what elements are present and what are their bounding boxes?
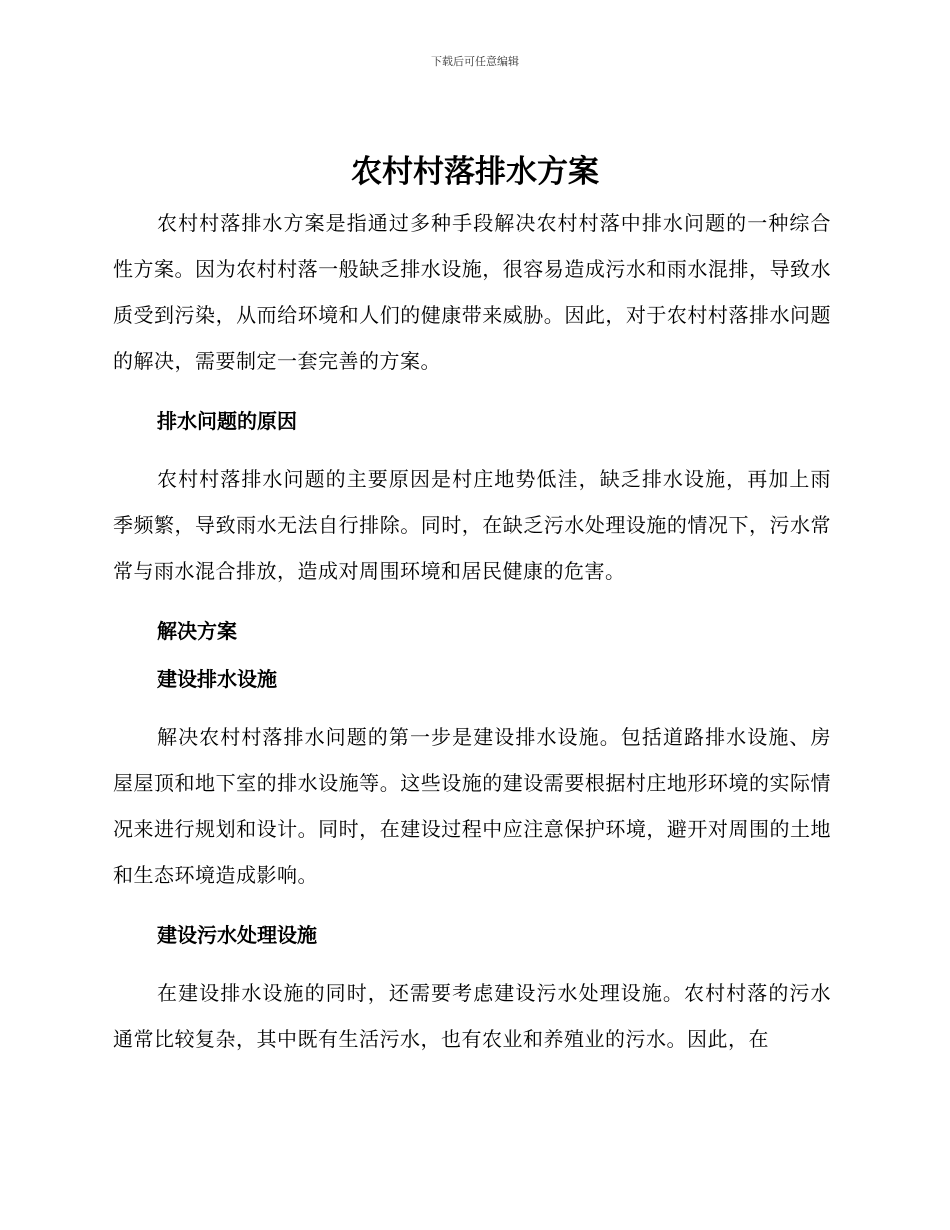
section-gap: [113, 898, 831, 906]
document-title: 农村村落排水方案: [351, 154, 599, 190]
sewage-paragraph: 在建设排水设施的同时，还需要考虑建设污水处理设施。农村村落的污水通常比较复杂，其中既有生活污水，也有农业和养殖业的污水。因此，在: [113, 981, 831, 1051]
section-heading-solutions: 解决方案: [157, 619, 237, 643]
drainage-paragraph: 解决农村村落排水问题的第一步是建设排水设施。包括道路排水设施、房屋屋顶和地下室的排水设施等。这些设施的建设需要根据村庄地形环境的实际情况来进行规划和设计。同时，在建设过程中应注意保护环境，避开对周围的土地和生态环境造成影响。: [113, 725, 831, 887]
causes-paragraph: 农村村落排水问题的主要原因是村庄地势低洼，缺乏排水设施，再加上雨季频繁，导致雨水无法自行排除。同时，在缺乏污水处理设施的情况下，污水常常与雨水混合排放，造成对周围环境和居民健康的危害。: [113, 467, 831, 583]
subsection-heading-sewage: 建设污水处理设施: [157, 923, 317, 947]
section-gap: [113, 962, 831, 970]
section-gap: [113, 594, 831, 602]
intro-paragraph: 农村村落排水方案是指通过多种手段解决农村村落中排水问题的一种综合性方案。因为农村村落一般缺乏排水设施，很容易造成污水和雨水混排，导致水质受到污染，从而给环境和人们的健康带来威胁。因此，对于农村村落排水问题的解决，需要制定一套完善的方案。: [113, 211, 831, 373]
page-header-note: 下载后可任意编辑: [431, 55, 519, 68]
subsection-heading-drainage: 建设排水设施: [157, 667, 277, 691]
document-body: [113, 200, 831, 1062]
section-gap: [113, 384, 831, 392]
section-gap: [113, 448, 831, 456]
section-gap: [113, 706, 831, 714]
section-heading-causes: 排水问题的原因: [157, 409, 297, 433]
